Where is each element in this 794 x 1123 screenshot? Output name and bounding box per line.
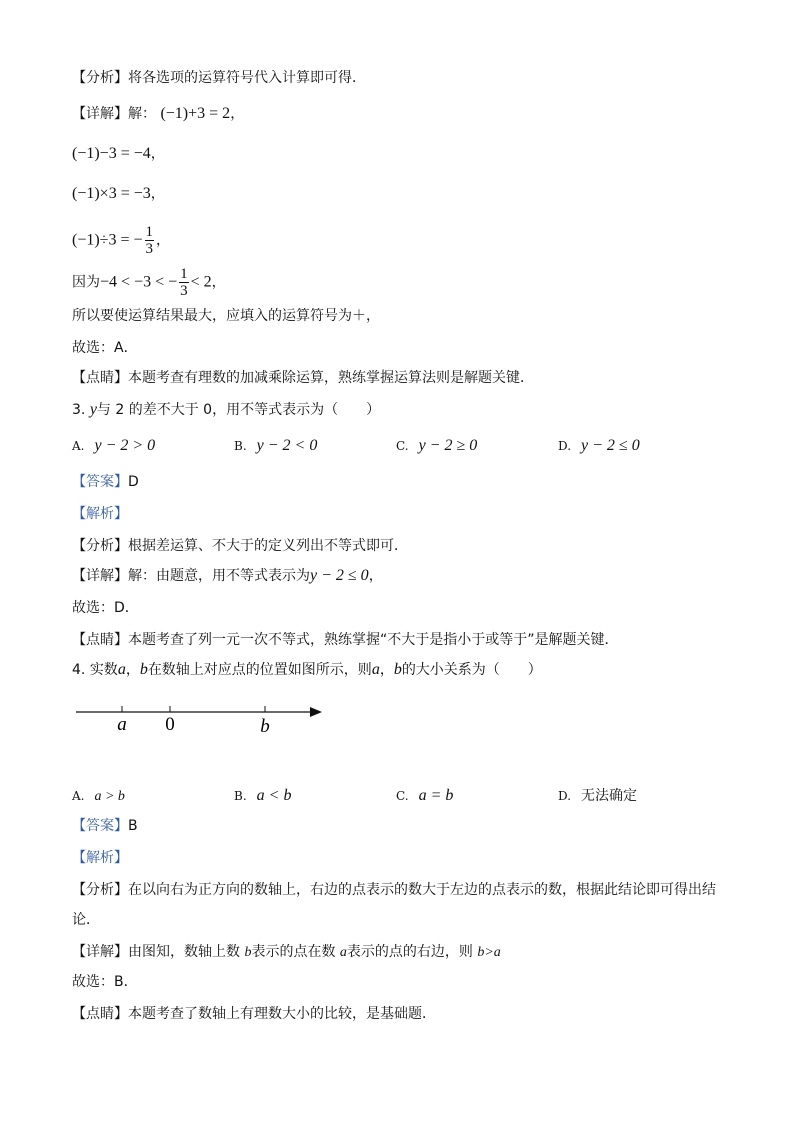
- number-line-figure: [72, 700, 332, 744]
- q3-choice: 故选：D．: [72, 600, 139, 616]
- q2-eq2-line: (−1)−3 = −4，: [72, 145, 165, 162]
- q3-option-b: B. y − 2 < 0: [234, 437, 318, 454]
- q4-comment: 【点睛】本题考查了数轴上有理数大小的比较，是基础题．: [72, 1006, 436, 1022]
- q4-answer: 【答案】B: [72, 818, 138, 834]
- label-zero: 0: [165, 714, 175, 735]
- q4-choice: 故选：B．: [72, 974, 138, 990]
- q2-because-line: 因为−4 < −3 < − $\frac{1}{3}$ < 2，: [72, 266, 226, 299]
- q3-answer: 【答案】D: [72, 474, 139, 490]
- q2-conclusion: 所以要使运算结果最大，应填入的运算符号为＋，: [72, 308, 380, 324]
- q3-stem: 3. y与 2 的差不大于 0，用不等式表示为（ ）: [72, 401, 381, 418]
- q4-analysis-cont: 论．: [72, 912, 100, 928]
- q3-option-c: C. y − 2 ≥ 0: [396, 437, 478, 454]
- q2-comment: 【点睛】本题考查有理数的加减乘除运算，熟练掌握运算法则是解题关键．: [72, 370, 534, 386]
- fraction: $\frac{1}{3}$: [145, 224, 154, 257]
- analysis-tag: 【分析】: [72, 70, 128, 86]
- q3-analysis: 【分析】根据差运算、不大于的定义列出不等式即可．: [72, 538, 408, 554]
- q4-option-d: D. 无法确定: [558, 788, 638, 804]
- equation: (−1)÷3 = −: [72, 231, 143, 249]
- q4-option-c: C. a = b: [396, 787, 454, 804]
- label-b: b: [260, 716, 270, 737]
- equation: (−1)+3 = 2: [160, 105, 231, 122]
- q4-analysis: 【分析】在以向右为正方向的数轴上，右边的点表示的数大于左边的点表示的数，根据此结论即可得出结: [72, 882, 716, 898]
- equation: (−1)−3 = −4: [72, 145, 151, 162]
- q3-option-d: D. y − 2 ≤ 0: [558, 437, 640, 454]
- q3-detail: 【详解】解：由题意，用不等式表示为y − 2 ≤ 0，: [72, 567, 383, 584]
- label-a: a: [117, 714, 127, 735]
- q3-solution-tag: 【解析】: [72, 506, 128, 522]
- q3-option-a: A. y − 2 > 0: [72, 437, 156, 454]
- q2-analysis: 【分析】将各选项的运算符号代入计算即可得．: [72, 70, 366, 86]
- inequality: −4 < −3 < −: [100, 273, 178, 291]
- q4-solution-tag: 【解析】: [72, 850, 128, 866]
- q2-detail: 【详解】解： (−1)+3 = 2，: [72, 105, 245, 122]
- q4-option-b: B. a < b: [234, 787, 292, 804]
- fraction: $\frac{1}{3}$: [180, 266, 188, 299]
- q2-eq3-line: (−1)×3 = −3，: [72, 185, 165, 202]
- q3-comment: 【点睛】本题考查了列一元一次不等式，熟练掌握“不大于是指小于或等于”是解题关键．: [72, 632, 619, 648]
- q4-detail: 【详解】由图知，数轴上数 b表示的点在数 a表示的点的右边，则 b>a: [72, 944, 501, 960]
- q2-choice: 故选：A．: [72, 340, 138, 356]
- q4-option-a: A. a > b: [72, 789, 125, 804]
- q2-eq4-line: (−1)÷3 = − $\frac{1}{3}$ ，: [72, 224, 171, 257]
- equation: (−1)×3 = −3: [72, 185, 151, 202]
- number-line-arrow: [310, 707, 322, 717]
- q4-stem: 4. 实数a，b在数轴上对应点的位置如图所示，则a，b的大小关系为（ ）: [72, 661, 542, 678]
